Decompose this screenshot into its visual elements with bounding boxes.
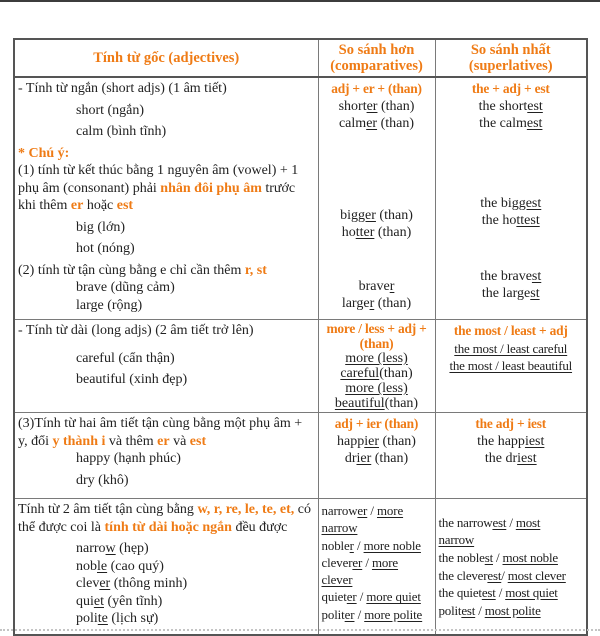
grammar-table <box>13 38 588 636</box>
text-seg: (1) tính từ kết thúc bằng 1 nguyên âm (vowel) + 1 phụ âm (consonant) phải <box>18 163 299 196</box>
text-line <box>322 58 432 74</box>
text-line <box>322 396 432 411</box>
text-line <box>322 589 432 606</box>
highlighted-text: * Chú ý: <box>18 145 70 161</box>
text-seg: (than) <box>379 433 416 449</box>
underlined-text: clever <box>321 573 353 588</box>
text-seg: - Tính từ ngắn (short adjs) (1 âm tiết) <box>18 81 227 96</box>
highlighted-text: er <box>157 433 170 449</box>
text-line <box>439 322 584 340</box>
text-seg: / <box>356 590 367 605</box>
cell-short-adj-rules <box>14 77 318 320</box>
text-seg: the noble <box>438 549 485 565</box>
underlined-text: narrow <box>321 521 358 536</box>
text-line <box>439 433 584 451</box>
row-two-syllable-adjectives <box>14 499 587 636</box>
text-line <box>439 567 584 585</box>
text-line <box>18 145 315 163</box>
text-seg: the brave <box>480 268 532 284</box>
underlined-text: iest <box>524 433 545 449</box>
underlined-text: st <box>530 286 540 301</box>
underlined-text: est <box>487 567 502 583</box>
highlighted-text: nhân đôi phụ âm <box>160 180 262 196</box>
text-line <box>322 42 432 58</box>
text-line <box>76 450 315 468</box>
text-line <box>439 415 584 433</box>
text-line <box>76 610 315 628</box>
text-line <box>439 584 584 602</box>
highlighted-text: y thành i <box>52 433 106 449</box>
text-seg: happy (hạnh phúc) <box>76 451 181 466</box>
cell-short-superlatives <box>435 77 587 320</box>
underlined-text: er <box>357 504 368 518</box>
text-seg: / <box>495 585 506 601</box>
text-line <box>76 540 315 558</box>
highlighted-text: adj + er + (than) <box>331 81 422 96</box>
highlighted-text: Tính từ gốc (adjectives) <box>93 50 240 66</box>
text-line <box>76 350 315 368</box>
text-seg: / <box>475 602 485 618</box>
underlined-text: er <box>346 590 357 605</box>
underlined-text: ggest <box>511 195 542 211</box>
text-line <box>76 219 315 237</box>
row-long-adjectives <box>14 320 587 413</box>
text-line <box>322 115 432 133</box>
text-seg: và <box>169 433 190 449</box>
text-line <box>322 207 432 225</box>
text-seg: (thông minh) <box>110 576 188 591</box>
text-line <box>322 321 432 336</box>
text-line <box>18 80 315 98</box>
text-seg: (than) <box>377 116 415 131</box>
text-seg: careful (cẩn thận) <box>76 350 175 366</box>
text-line <box>439 212 584 230</box>
text-seg: happ <box>337 433 365 449</box>
text-line <box>18 322 315 340</box>
underlined-text: er <box>344 607 355 622</box>
text-line <box>322 381 432 396</box>
underlined-text: er <box>366 116 378 131</box>
highlighted-text: r, st <box>244 262 267 278</box>
text-seg: the large <box>481 286 531 301</box>
text-line <box>76 240 315 258</box>
row-y-ending-adjectives <box>14 413 587 499</box>
underlined-text: er <box>352 555 363 570</box>
text-seg: (yên tĩnh) <box>104 593 163 609</box>
table-head <box>14 39 587 77</box>
text-line <box>322 607 432 624</box>
text-line <box>439 340 584 358</box>
text-seg: the quiet <box>438 585 482 601</box>
highlighted-text: the adj + iest <box>475 416 547 431</box>
highlighted-text: (superlatives) <box>468 58 553 74</box>
text-seg: (lịch sự) <box>107 611 159 626</box>
highlighted-text: (than) <box>359 336 394 351</box>
text-line <box>76 102 315 120</box>
text-seg: large (rộng) <box>76 297 143 313</box>
text-seg: narrow <box>321 504 358 518</box>
underlined-text: more (less) <box>345 381 408 396</box>
text-seg: the ho <box>481 213 517 228</box>
text-line <box>322 503 432 520</box>
highlighted-text: the + adj + est <box>471 81 550 96</box>
text-line <box>439 42 584 58</box>
text-line <box>439 285 584 303</box>
cell-long-superlatives <box>435 320 587 413</box>
text-line <box>322 555 432 572</box>
highlighted-text: tính từ dài hoặc ngắn <box>104 519 232 535</box>
text-seg: big (lớn) <box>76 219 126 235</box>
underlined-text: tter <box>355 225 375 240</box>
text-seg: the dr <box>484 451 518 466</box>
text-seg: beautiful (xinh đẹp) <box>76 372 188 387</box>
cell-y-rules <box>14 413 318 499</box>
row-short-adjectives <box>14 77 587 320</box>
text-seg: (2) tính từ tận cùng bằng e chỉ cần thêm <box>18 262 245 278</box>
underlined-text: iest <box>517 451 537 466</box>
underlined-text: est <box>461 602 476 618</box>
text-line <box>76 297 315 315</box>
text-line <box>322 450 432 468</box>
text-seg: (than) <box>374 296 412 311</box>
text-seg: / <box>367 504 377 518</box>
text-line <box>322 572 432 589</box>
text-seg: / <box>506 514 516 530</box>
text-line <box>439 80 584 98</box>
text-seg: (than) <box>371 451 409 466</box>
text-line <box>18 415 315 450</box>
underlined-text: er <box>99 576 111 591</box>
text-seg: short <box>338 98 367 114</box>
highlighted-text: adj + ier (than) <box>334 416 419 431</box>
header-adjectives <box>14 39 318 77</box>
text-line <box>18 50 315 66</box>
text-seg: - Tính từ dài (long adjs) (2 âm tiết trở lên) <box>18 323 254 338</box>
highlighted-text: So sánh hơn <box>338 42 415 58</box>
underlined-text: the most / least beautiful <box>449 358 573 373</box>
table-body <box>14 77 587 635</box>
text-line <box>322 538 432 555</box>
text-line <box>439 58 584 74</box>
text-line <box>439 195 584 213</box>
text-seg: (than) <box>377 98 415 114</box>
text-seg: brave <box>358 278 390 294</box>
underlined-text: te <box>97 611 108 626</box>
text-line <box>18 501 315 536</box>
text-line <box>322 433 432 451</box>
text-seg: (than) <box>384 396 419 411</box>
text-seg: polit <box>321 607 345 622</box>
cell-short-comparatives <box>318 77 435 320</box>
highlighted-text: est <box>116 198 134 213</box>
underlined-text: est <box>481 585 496 601</box>
text-seg: the happ <box>477 433 525 449</box>
underlined-text: the most / least careful <box>454 340 568 356</box>
text-line <box>18 262 315 280</box>
text-seg: the short <box>478 98 528 114</box>
text-seg: polit <box>438 602 462 618</box>
underlined-text: more noble <box>363 538 421 553</box>
underlined-text: r <box>389 278 395 294</box>
text-line <box>439 268 584 286</box>
table-wrapper <box>13 38 588 636</box>
text-line <box>76 558 315 576</box>
text-line <box>439 602 584 620</box>
highlighted-text: est <box>189 433 207 449</box>
underlined-text: st <box>531 268 542 284</box>
underlined-text: beautiful <box>334 396 385 411</box>
underlined-text: et <box>93 593 104 609</box>
underlined-text: most quiet <box>505 585 558 601</box>
underlined-text: est <box>526 116 543 131</box>
underlined-text: careful <box>340 366 380 381</box>
text-seg: dry (khô) <box>76 472 129 488</box>
text-seg: / <box>493 549 503 565</box>
text-line <box>439 357 584 375</box>
text-seg: hoặc <box>83 198 117 213</box>
highlighted-text: w, r, re, le, te, et, <box>197 502 295 517</box>
text-seg: Tính từ 2 âm tiết tận cùng bằng <box>18 502 198 517</box>
text-line <box>322 415 432 433</box>
underlined-text: narrow <box>438 532 475 548</box>
text-seg: clev <box>76 576 100 591</box>
underlined-text: most noble <box>502 549 558 565</box>
highlighted-text: the most / least + adj <box>453 323 568 338</box>
text-seg: quiet <box>321 590 347 605</box>
underlined-text: r <box>369 296 375 311</box>
text-line <box>322 295 432 313</box>
text-seg: bi <box>340 207 352 223</box>
text-seg: the calm <box>479 116 527 131</box>
text-line <box>322 224 432 242</box>
header-comparatives <box>318 39 435 77</box>
text-seg: the narrow <box>438 514 493 530</box>
text-line <box>322 80 432 98</box>
text-seg: (cao quý) <box>107 558 164 574</box>
header-row <box>14 39 587 77</box>
text-line <box>18 162 315 215</box>
text-seg: qui <box>76 593 94 609</box>
cell-long-adj-rules <box>14 320 318 413</box>
text-line <box>439 115 584 133</box>
highlighted-text: (comparatives) <box>330 58 423 74</box>
text-line <box>439 549 584 567</box>
text-seg: đều được <box>231 519 288 535</box>
text-seg: the clever <box>438 567 488 583</box>
bottom-dotted-rule <box>0 629 600 631</box>
highlighted-text: more / less + adj + <box>326 321 427 336</box>
text-seg: / <box>501 567 508 583</box>
underlined-text: w <box>105 541 116 556</box>
underlined-text: ier <box>364 433 380 449</box>
text-line <box>439 98 584 116</box>
text-line <box>322 351 432 366</box>
underlined-text: ier <box>356 451 372 466</box>
text-seg: / <box>353 538 364 553</box>
underlined-text: r <box>349 538 354 553</box>
underlined-text: most polite <box>484 602 541 618</box>
highlighted-text: er <box>70 198 84 213</box>
text-seg: (than) <box>374 225 412 240</box>
underlined-text: le <box>97 558 108 574</box>
underlined-text: more polite <box>364 607 423 622</box>
text-line <box>76 575 315 593</box>
text-line <box>322 98 432 116</box>
text-line <box>76 123 315 141</box>
text-seg: / <box>362 555 372 570</box>
underlined-text: st <box>484 549 493 565</box>
text-seg: nob <box>76 558 97 574</box>
underlined-text: more <box>371 555 399 570</box>
text-seg: narro <box>76 541 106 556</box>
text-seg: và thêm <box>105 433 158 449</box>
text-line <box>322 520 432 537</box>
underlined-text: est <box>527 98 543 114</box>
text-line <box>76 472 315 490</box>
text-line <box>322 366 432 381</box>
text-seg: calm (bình tĩnh) <box>76 124 167 139</box>
text-seg: dr <box>344 451 357 466</box>
cell-y-superlatives <box>435 413 587 499</box>
underlined-text: gger <box>351 207 376 223</box>
text-seg: ho <box>341 225 356 240</box>
text-seg: hot (nóng) <box>76 241 135 256</box>
underlined-text: more (less) <box>345 351 408 366</box>
cell-two-syllable-comparatives <box>318 499 435 636</box>
text-line <box>322 336 432 351</box>
underlined-text: more <box>376 504 404 518</box>
text-seg: large <box>341 296 370 311</box>
text-seg: poli <box>76 611 98 626</box>
highlighted-text: So sánh nhất <box>470 42 551 58</box>
underlined-text: est <box>492 514 507 530</box>
text-seg: trước khi thêm <box>18 180 296 213</box>
text-line <box>439 531 584 549</box>
text-seg: / <box>354 607 365 622</box>
header-superlatives <box>435 39 587 77</box>
cell-long-comparatives <box>318 320 435 413</box>
underlined-text: er <box>366 98 378 114</box>
text-seg: (than) <box>375 207 413 223</box>
text-seg: the bi <box>480 195 512 211</box>
text-seg: có thể được coi là <box>18 502 311 535</box>
text-seg: (3)Tính từ hai âm tiết tận cùng bằng một phụ âm + y, đổi <box>18 416 303 449</box>
text-seg: noble <box>321 538 350 553</box>
text-line <box>76 371 315 389</box>
text-line <box>322 278 432 296</box>
cell-y-comparatives <box>318 413 435 499</box>
underlined-text: more quiet <box>366 590 421 605</box>
underlined-text: most clever <box>507 567 566 583</box>
text-seg: short (ngắn) <box>76 102 145 118</box>
text-seg: brave (dũng cảm) <box>76 280 175 295</box>
text-seg: (than) <box>379 366 413 381</box>
top-rule <box>0 0 600 2</box>
cell-two-syllable-superlatives <box>435 499 587 636</box>
text-line <box>439 450 584 468</box>
text-seg: (hẹp) <box>115 541 149 556</box>
underlined-text: most <box>515 514 541 530</box>
text-seg: calm <box>338 116 367 131</box>
text-line <box>76 593 315 611</box>
text-seg: clever <box>321 555 353 570</box>
text-line <box>76 279 315 297</box>
underlined-text: ttest <box>516 213 540 228</box>
cell-two-syllable-rules <box>14 499 318 636</box>
text-line <box>439 514 584 532</box>
